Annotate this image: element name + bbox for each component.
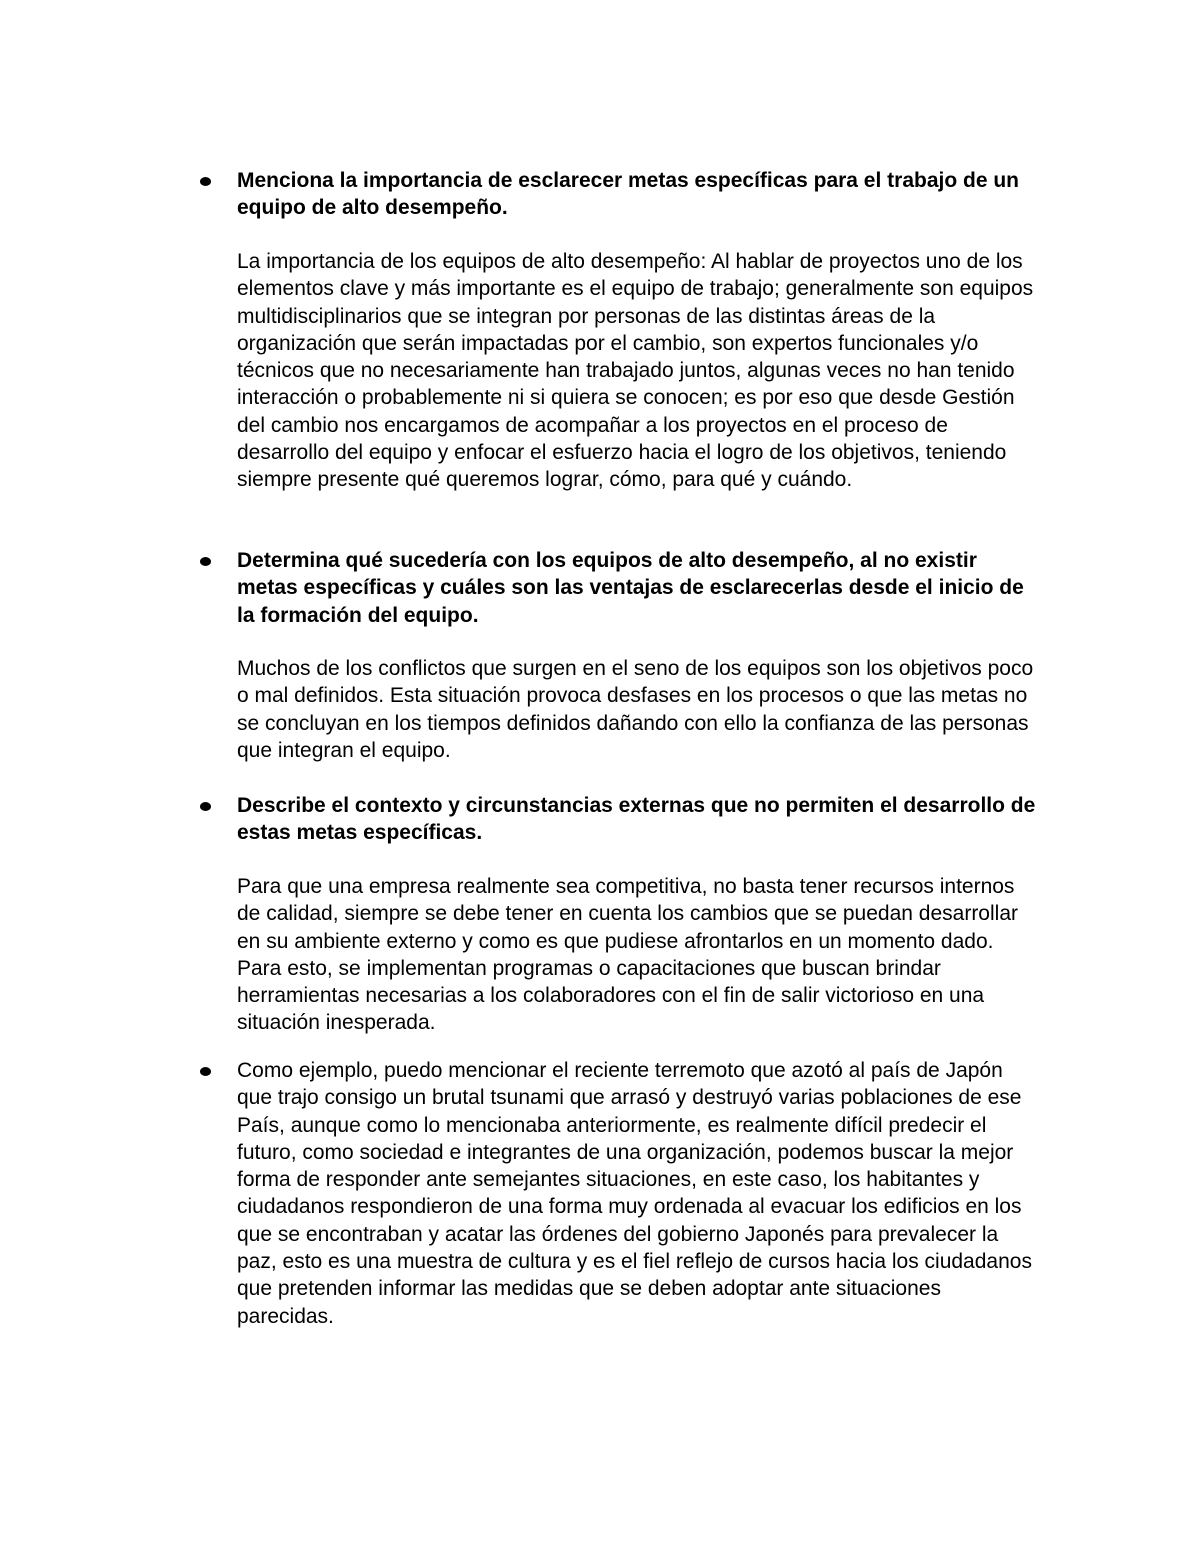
bullet-icon [200, 802, 211, 811]
answer-paragraph: Para que una empresa realmente sea competitiva, no basta tener recursos internos de calidad, siempre se debe tener en cuenta los cambios que se puedan desarrollar en su ambiente externo y como es que pudiese afrontarlos en un momento dado. Para esto, se implementan programas o capacitaciones que buscan brindar herramientas necesarias a los colaboradores con el fin de salir victorioso en una situación inesperada. [237, 875, 1018, 1035]
bullet-icon [200, 557, 211, 566]
answer-paragraph: Como ejemplo, puedo mencionar el reciente terremoto que azotó al país de Japón que trajo consigo un brutal tsunami que arrasó y destruyó varias poblaciones de ese País, aunque como lo mencionaba anteriormente, es realmente difícil predecir el futuro, como sociedad e integrantes de una organización, podemos buscar la mejor forma de responder ante semejantes situaciones, en este caso, los habitantes y ciudadanos respondieron de una forma muy ordenada al evacuar los edificios en los que se encontraban y acatar las órdenes del gobierno Japonés para prevalecer la paz, esto es una muestra de cultura y es el fiel reflejo de cursos hacia los ciudadanos que pretenden informar las medidas que se deben adoptar ante situaciones parecidas. [237, 1059, 1032, 1328]
bullet-icon [200, 177, 211, 186]
answer-paragraph: La importancia de los equipos de alto desempeño: Al hablar de proyectos uno de los elementos clave y más importante es el equipo de trabajo; generalmente son equipos multidisciplinarios que se integran por personas de las distintas áreas de la organización que serán impactadas por el cambio, son expertos funcionales y/o técnicos que no necesariamente han trabajado juntos, algunas veces no han tenido interacción o probablemente ni si quiera se conocen; es por eso que desde Gestión del cambio nos encargamos de acompañar a los proyectos en el proceso de desarrollo del equipo y enfocar el esfuerzo hacia el logro de los objetivos, teniendo siempre presente qué queremos lograr, cómo, para qué y cuándo. [237, 250, 1034, 492]
bullet-icon [200, 1067, 211, 1076]
question-heading: Describe el contexto y circunstancias externas que no permiten el desarrollo de estas metas específicas. [237, 794, 1036, 845]
answer-paragraph: Muchos de los conflictos que surgen en el seno de los equipos son los objetivos poco o mal definidos. Esta situación provoca desfases en los procesos o que las metas no se concluyan en los tiempos definidos dañando con ello la confianza de las personas que integran el equipo. [237, 657, 1034, 762]
question-heading: Determina qué sucedería con los equipos de alto desempeño, al no existir metas específicas y cuáles son las ventajas de esclarecerlas desde el inicio de la formación del equipo. [237, 549, 1024, 627]
question-heading: Menciona la importancia de esclarecer metas específicas para el trabajo de un equipo de alto desempeño. [237, 169, 1020, 220]
